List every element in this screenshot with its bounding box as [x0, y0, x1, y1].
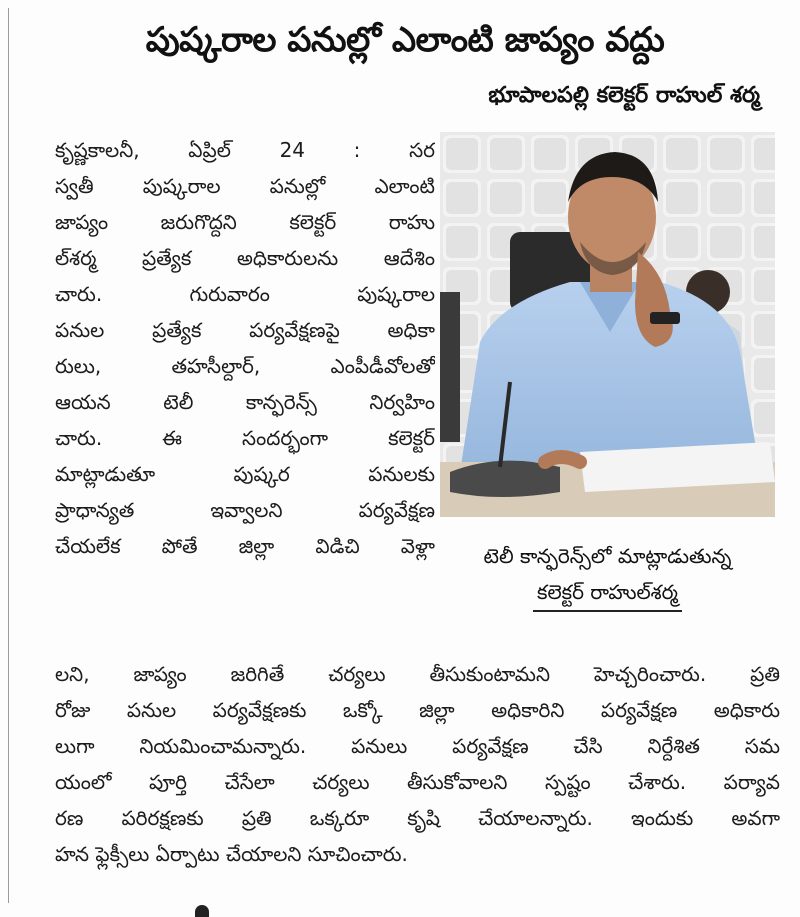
body-line: రోజు పనుల పర్యవేక్షణకు ఒక్కో జిల్లా అధికారిని పర్యవేక్షణ అధికారు — [55, 698, 780, 722]
body-line: కృష్ణకాలనీ, ఏప్రిల్ 24 : సర — [55, 138, 435, 162]
body-line: జాప్యం జరుగొద్దని కలెక్టర్ రాహు — [55, 210, 435, 234]
body-line: లని, జాప్యం జరిగితే చర్యలు తీసుకుంటామని హెచ్చరించారు. ప్రతి — [55, 662, 780, 686]
body-line: రులు, తహసీల్దార్, ఎంపీడీవోలతో — [55, 354, 435, 378]
body-line: ఆయన టెలీ కాన్ఫరెన్స్ నిర్వహిం — [55, 390, 435, 414]
man-hand-desk — [545, 457, 580, 462]
body-line: లుగా నియమించామన్నారు. పనులు పర్యవేక్షణ చేసి నిర్దేశిత సమ — [55, 734, 780, 758]
collector-photo — [440, 132, 775, 517]
body-line: హన ఫ్లెక్సీలు ఏర్పాటు చేయాలని సూచించారు. — [55, 842, 408, 866]
column-divider — [8, 8, 9, 903]
wrist-watch — [650, 312, 680, 324]
body-line: స్వతీ పుష్కరాల పనుల్లో ఎలాంటి — [55, 174, 435, 198]
body-line: మాట్లాడుతూ పుష్కర పనులకు — [55, 462, 435, 486]
caption-line-2: కలెక్టర్ రాహుల్‌శర్మ — [533, 574, 682, 612]
body-line: ల్‌శర్మ ప్రత్యేక అధికారులను ఆదేశిం — [55, 246, 435, 270]
body-line: ప్రాధాన్యత ఇవ్వాలని పర్యవేక్షణ — [55, 498, 435, 522]
article-headline: పుష్కరాల పనుల్లో ఎలాంటి జాప్యం వద్దు — [145, 20, 665, 60]
body-line: చారు. ఈ సందర్భంగా కలెక్టర్ — [55, 426, 435, 450]
chair-edge-left — [440, 292, 460, 442]
article-subheadline: భూపాలపల్లి కలెక్టర్ రాహుల్ శర్మ — [488, 83, 760, 108]
caption-line-1: టెలీ కాన్ఫరెన్స్‌లో మాట్లాడుతున్న — [483, 544, 732, 568]
body-line: పనుల ప్రత్యేక పర్యవేక్షణపై అధికా — [55, 318, 435, 342]
body-line: చేయలేక పోతే జిల్లా విడిచి వెళ్లా — [55, 534, 435, 558]
body-line: యంలో పూర్తి చేసేలా చర్యలు తీసుకోవాలని స్పష్టం చేశారు. పర్యావ — [55, 770, 780, 794]
photo-caption — [440, 538, 775, 612]
body-line: రణ పరిరక్షణకు ప్రతి ఒక్కరూ కృషి చేయాలన్నారు. ఇందుకు అవగా — [55, 806, 780, 830]
article-body-continued — [55, 656, 780, 872]
body-line: చారు. గురువారం పుష్కరాల — [55, 282, 435, 306]
photo-illustration — [440, 132, 775, 517]
article-body-column — [55, 132, 435, 564]
cropped-next-article-glyph — [195, 905, 209, 917]
